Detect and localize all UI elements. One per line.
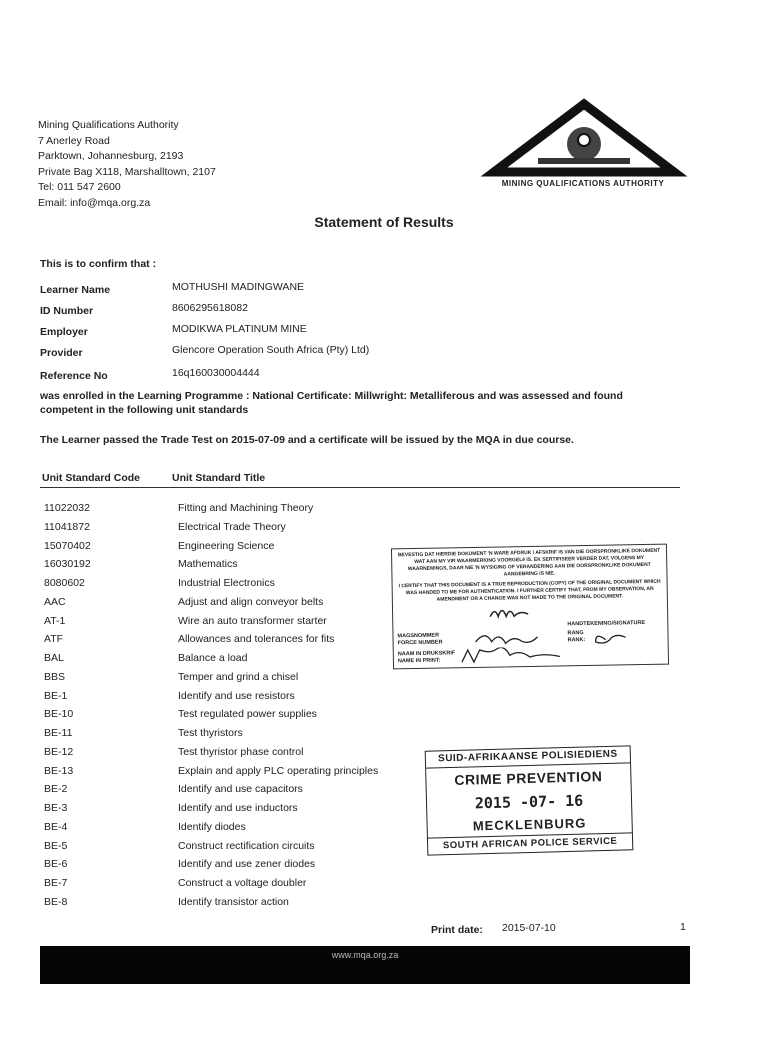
print-date-label: Print date: <box>431 924 483 936</box>
stamp-afrikaans-text: BEVESTIG DAT HIERDIE DOKUMENT 'N WARE AFDRUK / AFSKRIF IS VAN DIE OORSPRONKLIKE DOKUMENT WAT AAN MY VIR WAARMERKING VOORGELê IS. EK SERTIFISEER VERDER DAT, VOLGENS MY WAARNEMINGS, DAAR NIE 'N WYSIGING OF VERANDERING AAN DIE OORSPRONKLIKE DOKUMENT AANGEBRING IS NIE. <box>397 547 661 578</box>
unit-standard-title: Identify and use capacitors <box>178 783 303 796</box>
unit-standard-code: BE-1 <box>44 689 68 702</box>
rank-handwriting-icon <box>593 629 633 644</box>
footer-bar <box>40 946 690 984</box>
unit-standard-title: Explain and apply PLC operating principles <box>178 764 379 777</box>
provider-label: Provider <box>40 347 83 359</box>
stamp-name-row <box>398 645 664 666</box>
enrolled-text: was enrolled in the Learning Programme : National Certificate: Millwright: Metalliferous and was assessed and found competent in the following unit standards <box>40 390 623 416</box>
unit-standard-code: BE-6 <box>44 858 68 871</box>
unit-standard-code: AAC <box>44 595 66 608</box>
unit-standard-code: BE-12 <box>44 745 74 758</box>
org-name: Mining Qualifications Authority <box>38 119 179 131</box>
unit-standard-title: Identify and use zener diodes <box>178 858 316 871</box>
police-stamp-place: MECKLENBURG <box>472 815 587 834</box>
police-stamp-date: 2015 -07- 16 <box>474 791 584 813</box>
table-row <box>44 746 384 765</box>
id-number-value: 8606295618082 <box>172 302 248 314</box>
unit-standard-code: BE-13 <box>44 764 74 777</box>
unit-standard-code: BE-5 <box>44 839 68 852</box>
table-row <box>44 596 384 615</box>
unit-standard-title: Test regulated power supplies <box>178 708 317 721</box>
table-header <box>40 472 680 488</box>
employer-label: Employer <box>40 326 88 338</box>
stamp-rank-row <box>567 629 663 645</box>
table-row <box>44 727 384 746</box>
unit-standard-title: Temper and grind a chisel <box>178 670 299 683</box>
reference-value: 16q160030004444 <box>172 367 260 379</box>
unit-standard-code: BE-10 <box>44 708 74 721</box>
table-row <box>44 540 384 559</box>
page-title: Statement of Results <box>314 214 454 230</box>
police-stamp-top: SUID-AFRIKAANSE POLISIEDIENS <box>426 746 630 768</box>
footer-url: www.mqa.org.za <box>331 950 399 960</box>
print-date-value: 2015-07-10 <box>502 922 556 934</box>
force-number-handwriting-icon <box>471 629 551 646</box>
address-line: Private Bag X118, Marshalltown, 2107 <box>38 165 216 178</box>
unit-standard-code: 11022032 <box>44 502 90 514</box>
column-header-code: Unit Standard Code <box>42 472 141 484</box>
unit-standard-code: 16030192 <box>44 558 91 571</box>
table-row <box>44 521 384 540</box>
signature-icon <box>480 601 580 621</box>
page-number: 1 <box>680 921 686 933</box>
unit-standard-title: Adjust and align conveyor belts <box>178 595 324 608</box>
unit-standard-title: Test thyristors <box>178 727 243 739</box>
unit-standard-code: ATF <box>44 633 64 646</box>
unit-standard-title: Identify and use inductors <box>178 802 298 814</box>
table-row <box>44 858 384 877</box>
unit-standard-title: Electrical Trade Theory <box>178 520 286 533</box>
table-row <box>44 708 384 727</box>
address-line: Tel: 011 547 2600 <box>38 181 121 193</box>
table-row <box>44 783 384 802</box>
table-row <box>44 765 384 784</box>
unit-standard-title: Identify diodes <box>178 820 246 833</box>
table-row <box>44 577 384 596</box>
unit-standard-code: BE-4 <box>44 820 68 833</box>
police-stamp-unit: CRIME PREVENTION <box>454 768 603 788</box>
certification-stamp <box>391 544 669 670</box>
unit-standard-title: Allowances and tolerances for fits <box>178 633 335 646</box>
table-row <box>44 615 384 634</box>
employer-value: MODIKWA PLATINUM MINE <box>172 323 307 335</box>
table-row <box>44 821 384 840</box>
unit-standard-code: 11041872 <box>44 520 90 533</box>
unit-standard-code: BBS <box>44 670 66 683</box>
unit-standard-code: BE-11 <box>44 727 73 739</box>
learner-name-value: MOTHUSHI MADINGWANE <box>172 281 305 293</box>
unit-standard-code: BE-8 <box>44 895 68 908</box>
table-row <box>44 690 384 709</box>
unit-standard-title: Identify and use resistors <box>178 689 295 702</box>
unit-standard-title: Identify transistor action <box>178 895 289 908</box>
logo-text: MINING QUALIFICATIONS AUTHORITY <box>501 179 665 188</box>
unit-standard-title: Mathematics <box>178 558 238 571</box>
table-row <box>44 896 384 915</box>
unit-standard-code: BE-3 <box>44 802 68 814</box>
stamp-english-text: I CERTIFY THAT THIS DOCUMENT IS A TRUE REPRODUCTION (COPY) OF THE ORIGINAL DOCUMENT WHICH WAS HANDED TO ME FOR AUTHENTICATION. I FURTHER CERTIFY THAT, FROM MY OBSERVATION, AN AMENDMENT OR A CHANGE WAS NOT MADE TO THE ORIGINAL DOCUMENT. <box>398 578 661 603</box>
column-header-title: Unit Standard Title <box>172 472 266 484</box>
address-line: 7 Anerley Road <box>38 134 110 147</box>
address-line: Email: info@mqa.org.za <box>38 196 151 209</box>
table-row <box>44 802 384 821</box>
unit-standard-code: 15070402 <box>44 539 91 552</box>
unit-standard-title: Industrial Electronics <box>178 577 275 589</box>
provider-value: Glencore Operation South Africa (Pty) Ltd) <box>172 344 370 356</box>
name-in-print-label: NAAM IN DRUKSKRIF NAME IN PRINT: <box>397 650 456 665</box>
rank-label: RANG RANK: <box>567 630 586 644</box>
confirm-text: This is to confirm that : <box>40 258 157 270</box>
unit-standard-title: Fitting and Machining Theory <box>178 502 314 514</box>
force-number-label: MAGSNOMMER FORCE NUMBER <box>397 632 443 647</box>
unit-standard-code: BAL <box>44 652 64 664</box>
name-handwriting-icon <box>456 645 646 664</box>
unit-standard-title: Balance a load <box>178 652 248 664</box>
signature-label: HANDTEKENING/SIGNATURE <box>567 619 646 628</box>
mqa-logo-icon <box>478 98 690 178</box>
unit-standard-code: BE-7 <box>44 877 68 889</box>
unit-standard-code: 8080602 <box>44 577 85 589</box>
id-number-label: ID Number <box>40 305 94 317</box>
unit-standard-title: Construct rectification circuits <box>178 839 315 852</box>
unit-standard-title: Wire an auto transformer starter <box>178 614 327 627</box>
unit-standard-title: Test thyristor phase control <box>178 745 304 758</box>
stamp-signature-block <box>567 620 663 645</box>
table-row <box>44 877 384 896</box>
table-row <box>44 633 384 652</box>
unit-standard-code: AT-1 <box>44 614 66 627</box>
police-stamp-bottom: SOUTH AFRICAN POLICE SERVICE <box>428 832 632 854</box>
unit-standards-table <box>44 502 384 915</box>
reference-label: Reference No <box>40 370 108 382</box>
table-row <box>44 502 384 521</box>
table-row <box>44 558 384 577</box>
table-row <box>44 840 384 859</box>
learner-name-label: Learner Name <box>40 284 111 296</box>
stamp-force-row <box>397 620 663 648</box>
org-address <box>38 118 216 211</box>
unit-standard-title: Construct a voltage doubler <box>178 877 307 889</box>
trade-test-text: The Learner passed the Trade Test on 2015-07-09 and a certificate will be issued by the MQA in due course. <box>40 434 574 446</box>
unit-standard-code: BE-2 <box>44 783 68 796</box>
police-stamp <box>425 745 634 855</box>
table-row <box>44 652 384 671</box>
address-line: Parktown, Johannesburg, 2193 <box>38 150 184 162</box>
table-row <box>44 671 384 690</box>
unit-standard-title: Engineering Science <box>178 539 275 552</box>
